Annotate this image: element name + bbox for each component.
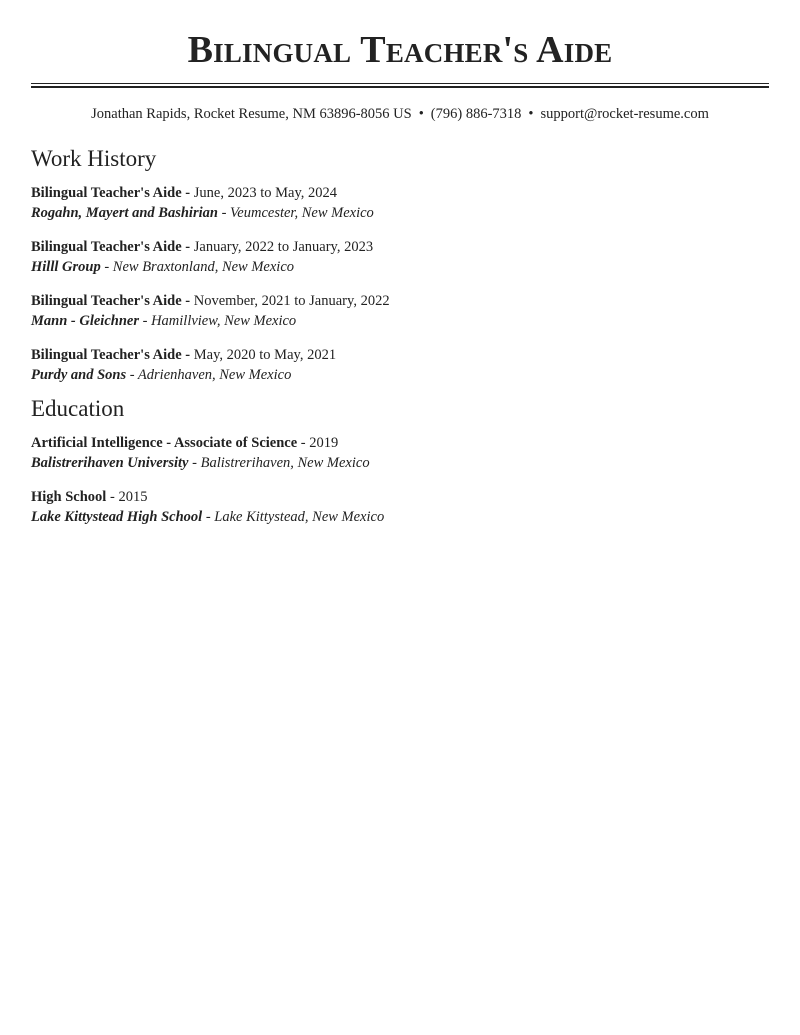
- resume-page: [31, 0, 769, 527]
- education-heading: Education: [31, 396, 125, 421]
- title-double-rule: [31, 83, 769, 88]
- contact-separator: •: [418, 106, 424, 122]
- employer-name: Mann - Gleichner: [31, 312, 139, 329]
- degree-name: High School: [31, 489, 107, 505]
- job-location: Adrienhaven, New Mexico: [137, 366, 292, 383]
- job-title: Bilingual Teacher's Aide: [31, 185, 182, 201]
- contact-email: support@rocket-resume.com: [540, 106, 709, 122]
- education-entry: High School - 2015 Lake Kittystead High School - Lake Kittystead, New Mexico: [31, 489, 385, 525]
- work-entry: Bilingual Teacher's Aide - May, 2020 to May, 2021 Purdy and Sons - Adrienhaven, New Mexico: [31, 347, 337, 383]
- employer-name: Rogahn, Mayert and Bashirian: [31, 204, 218, 221]
- work-entry: Bilingual Teacher's Aide - January, 2022 to January, 2023 Hilll Group - New Braxtonland, New Mexico: [31, 239, 374, 275]
- school-name: Lake Kittystead High School: [31, 508, 203, 525]
- job-dates: June, 2023 to May, 2024: [193, 185, 338, 201]
- education-entry: Artificial Intelligence - Associate of Science - 2019 Balistrerihaven University - Balistrerihaven, New Mexico: [31, 435, 370, 471]
- employer-name: Purdy and Sons: [31, 366, 127, 383]
- work-history-heading: Work History: [31, 146, 157, 171]
- job-dates: May, 2020 to May, 2021: [193, 347, 337, 363]
- contact-separator: •: [528, 106, 534, 122]
- employer-name: Hilll Group: [31, 258, 101, 275]
- contact-phone: (796) 886-7318: [430, 106, 522, 122]
- contact-address: Jonathan Rapids, Rocket Resume, NM 63896-8056 US: [91, 106, 412, 122]
- job-title: Bilingual Teacher's Aide: [31, 347, 182, 363]
- job-title: Bilingual Teacher's Aide: [31, 293, 182, 309]
- school-location: Balistrerihaven, New Mexico: [200, 454, 370, 471]
- graduation-year: 2019: [309, 435, 339, 451]
- job-location: New Braxtonland, New Mexico: [112, 258, 295, 275]
- job-location: Veumcester, New Mexico: [230, 204, 374, 221]
- job-dates: November, 2021 to January, 2022: [193, 293, 390, 309]
- work-entry: Bilingual Teacher's Aide - June, 2023 to May, 2024 Rogahn, Mayert and Bashirian - Veumcester, New Mexico: [31, 185, 374, 221]
- graduation-year: 2015: [118, 489, 148, 505]
- school-location: Lake Kittystead, New Mexico: [214, 508, 385, 525]
- school-name: Balistrerihaven University: [31, 454, 189, 471]
- contact-line: [31, 104, 769, 124]
- job-dates: January, 2022 to January, 2023: [193, 239, 374, 255]
- resume-title: Bilingual Teacher's Aide: [187, 29, 613, 71]
- job-title: Bilingual Teacher's Aide: [31, 239, 182, 255]
- work-entry: Bilingual Teacher's Aide - November, 2021 to January, 2022 Mann - Gleichner - Hamillview, New Mexico: [31, 293, 390, 329]
- job-location: Hamillview, New Mexico: [151, 312, 297, 329]
- degree-name: Artificial Intelligence - Associate of Science: [31, 435, 298, 451]
